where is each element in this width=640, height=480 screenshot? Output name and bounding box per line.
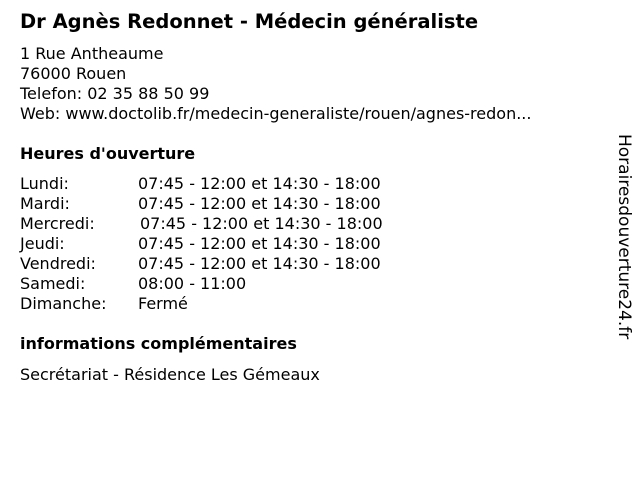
hours-value: 08:00 - 11:00 — [138, 274, 247, 293]
page-title: Dr Agnès Redonnet - Médecin généraliste — [20, 10, 479, 33]
day-label: Dimanche: — [20, 294, 107, 313]
day-label: Mercredi: — [20, 214, 95, 233]
day-label: Lundi: — [20, 174, 69, 193]
address-street: 1 Rue Antheaume — [20, 44, 164, 63]
day-label: Samedi: — [20, 274, 86, 293]
hours-value: 07:45 - 12:00 et 14:30 - 18:00 — [138, 234, 381, 253]
site-watermark — [612, 134, 636, 370]
hours-value: 07:45 - 12:00 et 14:30 - 18:00 — [138, 254, 381, 273]
hours-value: Fermé — [138, 294, 188, 313]
additional-info-heading: informations complémentaires — [20, 334, 297, 353]
address-block — [20, 44, 531, 124]
day-label: Vendredi: — [20, 254, 96, 273]
hours-value: 07:45 - 12:00 et 14:30 - 18:00 — [138, 194, 381, 213]
hours-value: 07:45 - 12:00 et 14:30 - 18:00 — [138, 174, 381, 193]
additional-info-text: Secrétariat - Résidence Les Gémeaux — [20, 365, 320, 384]
phone-number: Telefon: 02 35 88 50 99 — [20, 84, 210, 103]
address-city: 76000 Rouen — [20, 64, 127, 83]
opening-hours-heading: Heures d'ouverture — [20, 144, 196, 163]
day-label: Jeudi: — [20, 234, 65, 253]
day-label: Mardi: — [20, 194, 70, 213]
website-link: Web: www.doctolib.fr/medecin-generaliste/rouen/agnes-redon... — [20, 104, 532, 123]
hours-value: 07:45 - 12:00 et 14:30 - 18:00 — [140, 214, 383, 233]
watermark-text: Horairesdouverture24.fr — [614, 134, 634, 340]
